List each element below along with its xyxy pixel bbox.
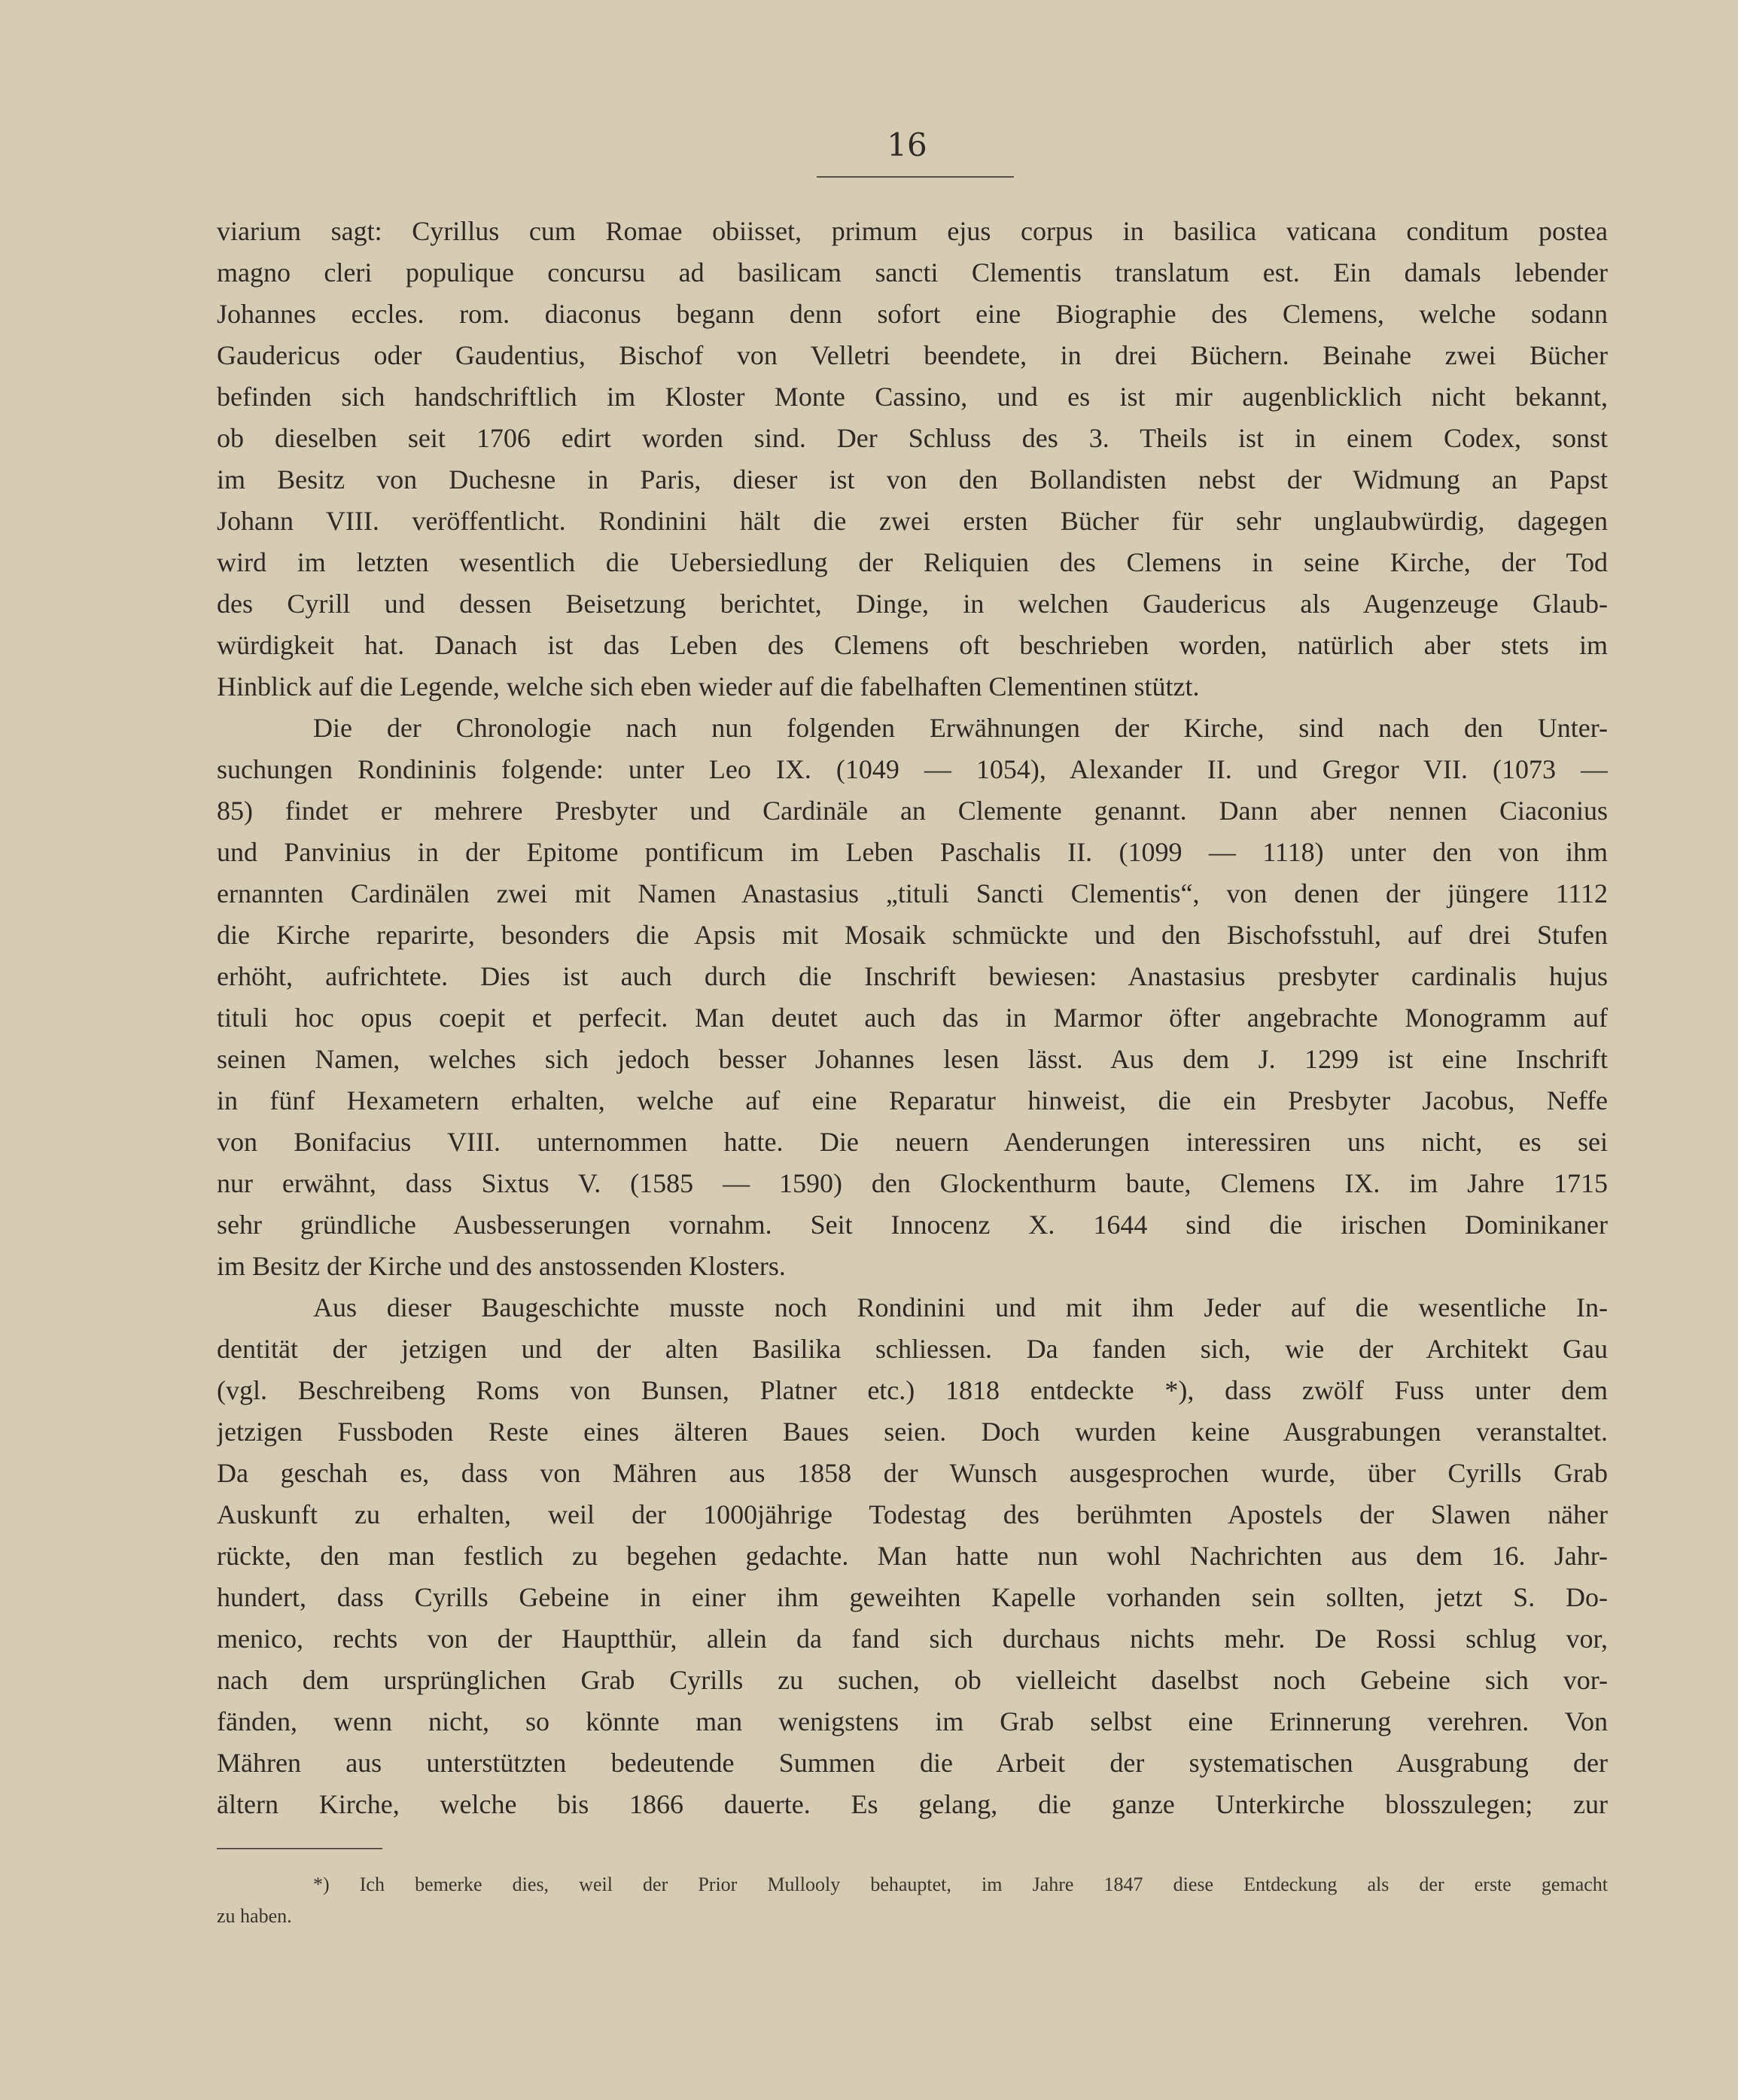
text-line: dentität der jetzigen und der alten Basilika schliessen. Da fanden sich, wie der Architekt Gau xyxy=(217,1334,1608,1364)
text-line: viarium sagt: Cyrillus cum Romae obiisset, primum ejus corpus in basilica vaticana conditum postea xyxy=(217,216,1608,246)
text-line: Aus dieser Baugeschichte musste noch Rondinini und mit ihm Jeder auf die wesentliche In- xyxy=(313,1292,1608,1322)
text-line: erhöht, aufrichtete. Dies ist auch durch die Inschrift bewiesen: Anastasius presbyter cardinalis hujus xyxy=(217,961,1608,991)
text-line: im Besitz von Duchesne in Paris, dieser ist von den Bollandisten nebst der Widmung an Papst xyxy=(217,464,1608,495)
text-line: magno cleri populique concursu ad basilicam sancti Clementis translatum est. Ein damals lebender xyxy=(217,257,1608,288)
text-line: ernannten Cardinälen zwei mit Namen Anastasius „tituli Sancti Clementis“, von denen der jüngere 1112 xyxy=(217,878,1608,908)
text-line: sehr gründliche Ausbesserungen vornahm. Seit Innocenz X. 1644 sind die irischen Dominikaner xyxy=(217,1210,1608,1240)
text-line: seinen Namen, welches sich jedoch besser Johannes lesen lässt. Aus dem J. 1299 ist eine Inschrift xyxy=(217,1044,1608,1074)
text-line: fänden, wenn nicht, so könnte man wenigstens im Grab selbst eine Erinnerung verehren. Von xyxy=(217,1706,1608,1736)
text-line: wird im letzten wesentlich die Uebersiedlung der Reliquien des Clemens in seine Kirche, der Tod xyxy=(217,547,1608,577)
text-line: 85) findet er mehrere Presbyter und Cardinäle an Clemente genannt. Dann aber nennen Ciaconius xyxy=(217,796,1608,826)
footnote-line: *) Ich bemerke dies, weil der Prior Mullooly behauptet, im Jahre 1847 diese Entdeckung als der erste gemacht xyxy=(313,1873,1608,1895)
text-line: Gaudericus oder Gaudentius, Bischof von Velletri beendete, in drei Büchern. Beinahe zwei Bücher xyxy=(217,340,1608,370)
text-line: jetzigen Fussboden Reste eines älteren Baues seien. Doch wurden keine Ausgrabungen veranstaltet. xyxy=(217,1417,1608,1447)
text-line: nur erwähnt, dass Sixtus V. (1585 — 1590) den Glockenthurm baute, Clemens IX. im Jahre 1715 xyxy=(217,1168,1608,1198)
text-line: (vgl. Beschreibeng Roms von Bunsen, Platner etc.) 1818 entdeckte *), dass zwölf Fuss unter dem xyxy=(217,1375,1608,1405)
text-line: Johannes eccles. rom. diaconus begann denn sofort eine Biographie des Clemens, welche sodann xyxy=(217,299,1608,329)
text-line: menico, rechts von der Hauptthür, allein da fand sich durchaus nichts mehr. De Rossi schlug vor, xyxy=(217,1624,1608,1654)
page-number: 16 xyxy=(887,126,927,163)
text-line: befinden sich handschriftlich im Kloster Monte Cassino, und es ist mir augenblicklich nicht bekannt, xyxy=(217,382,1608,412)
footnote-line: zu haben. xyxy=(217,1905,292,1927)
footnote xyxy=(217,1869,1608,1932)
text-line: Johann VIII. veröffentlicht. Rondinini hält die zwei ersten Bücher für sehr unglaubwürdig, dagegen xyxy=(217,506,1608,536)
body-text xyxy=(217,211,1608,1825)
text-line: in fünf Hexametern erhalten, welche auf eine Reparatur hinweist, die ein Presbyter Jacobus, Neffe xyxy=(217,1085,1608,1115)
text-line: würdigkeit hat. Danach ist das Leben des Clemens oft beschrieben worden, natürlich aber stets im xyxy=(217,630,1608,660)
text-line: nach dem ursprünglichen Grab Cyrills zu suchen, ob vielleicht daselbst noch Gebeine sich vor- xyxy=(217,1665,1608,1695)
text-line: und Panvinius in der Epitome pontificum im Leben Paschalis II. (1099 — 1118) unter den von ihm xyxy=(217,837,1608,867)
text-line: ob dieselben seit 1706 edirt worden sind. Der Schluss des 3. Theils ist in einem Codex, sonst xyxy=(217,423,1608,453)
text-line: im Besitz der Kirche und des anstossenden Klosters. xyxy=(217,1251,786,1281)
text-line: von Bonifacius VIII. unternommen hatte. Die neuern Aenderungen interessiren uns nicht, es sei xyxy=(217,1127,1608,1157)
text-line: ältern Kirche, welche bis 1866 dauerte. Es gelang, die ganze Unterkirche blosszulegen; zur xyxy=(217,1789,1608,1819)
page-number-rule xyxy=(817,176,1014,178)
text-line: des Cyrill und dessen Beisetzung berichtet, Dinge, in welchen Gaudericus als Augenzeuge Glaub- xyxy=(217,589,1608,619)
text-line: Die der Chronologie nach nun folgenden Erwähnungen der Kirche, sind nach den Unter- xyxy=(313,713,1608,743)
text-line: rückte, den man festlich zu begehen gedachte. Man hatte nun wohl Nachrichten aus dem 16. Jahr- xyxy=(217,1541,1608,1571)
text-line: hundert, dass Cyrills Gebeine in einer ihm geweihten Kapelle vorhanden sein sollten, jetzt S. Do- xyxy=(217,1582,1608,1612)
text-line: Hinblick auf die Legende, welche sich eben wieder auf die fabelhaften Clementinen stützt. xyxy=(217,671,1200,702)
text-line: Mähren aus unterstützten bedeutende Summen die Arbeit der systematischen Ausgrabung der xyxy=(217,1748,1608,1778)
text-line: Da geschah es, dass von Mähren aus 1858 der Wunsch ausgesprochen wurde, über Cyrills Grab xyxy=(217,1458,1608,1488)
text-line: die Kirche reparirte, besonders die Apsis mit Mosaik schmückte und den Bischofsstuhl, auf drei Stufen xyxy=(217,920,1608,950)
text-line: Auskunft zu erhalten, weil der 1000jährige Todestag des berühmten Apostels der Slawen näher xyxy=(217,1499,1608,1529)
text-line: suchungen Rondininis folgende: unter Leo IX. (1049 — 1054), Alexander II. und Gregor VII. (1073 — xyxy=(217,754,1608,784)
text-line: tituli hoc opus coepit et perfecit. Man deutet auch das in Marmor öfter angebrachte Monogramm auf xyxy=(217,1003,1608,1033)
footnote-rule xyxy=(217,1848,382,1849)
